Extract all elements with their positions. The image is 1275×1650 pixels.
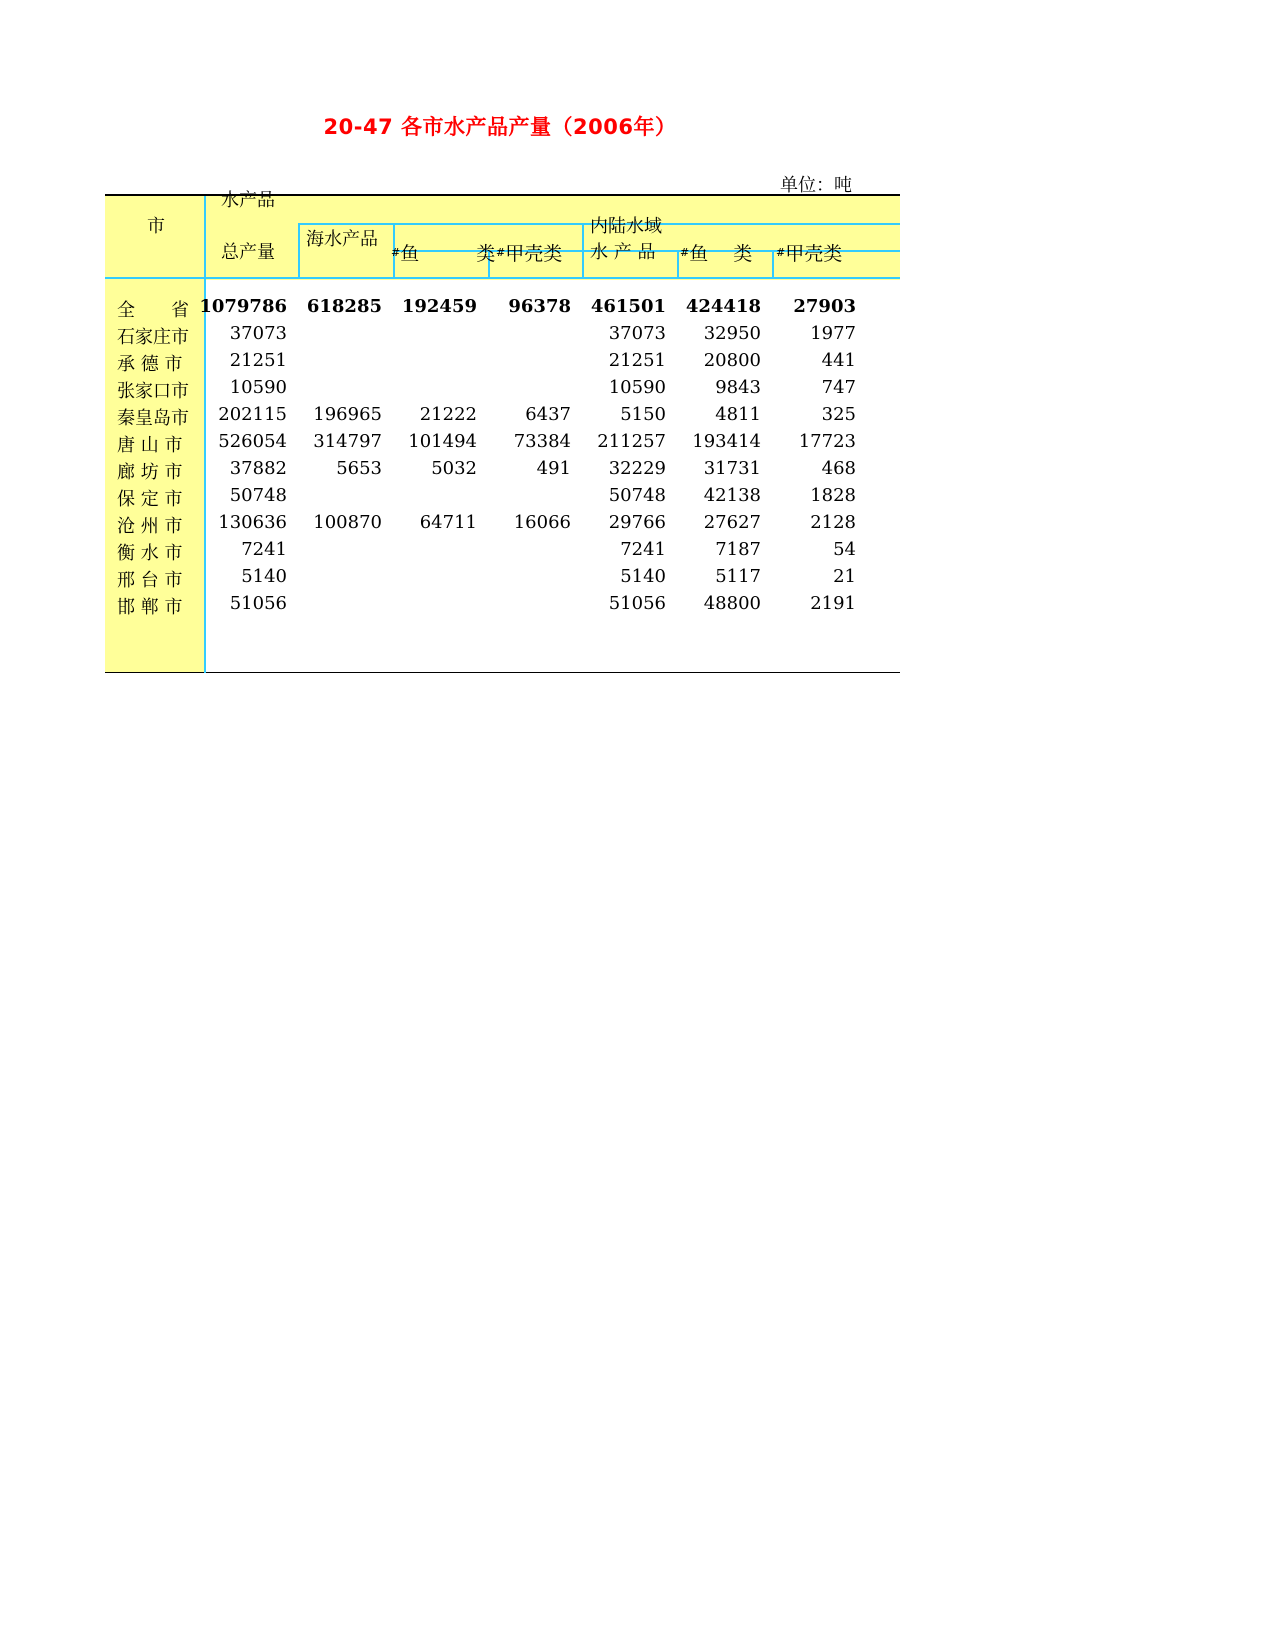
cell-total: 5140 (241, 566, 287, 587)
table-row (105, 401, 900, 429)
table-row (105, 374, 900, 402)
header-divider (298, 223, 300, 278)
cell-marine-fish: 64711 (419, 512, 477, 533)
cell-inland-fish: 48800 (703, 593, 761, 614)
header-bottom-rule (105, 277, 900, 279)
cell-marine-crustacean: 16066 (513, 512, 571, 533)
header-fish-label: 鱼 类 (400, 243, 496, 265)
cell-inland-crustacean: 27903 (793, 296, 856, 317)
row-name: 衡 水 市 (117, 543, 183, 564)
row-name: 邢 台 市 (117, 570, 183, 591)
cell-marine-crustacean: 491 (536, 458, 571, 479)
cell-inland-crustacean: 747 (821, 377, 856, 398)
cell-inland: 5140 (620, 566, 666, 587)
cell-inland-crustacean: 2128 (810, 512, 856, 533)
table-row (105, 320, 900, 348)
row-name: 邯 郸 市 (117, 597, 183, 618)
header-fish-inland (680, 242, 752, 265)
row-name: 承 德 市 (117, 354, 183, 375)
cell-total: 37073 (229, 323, 287, 344)
header-crustacean-label: 甲壳类 (505, 243, 563, 265)
cell-marine-fish: 192459 (401, 296, 477, 317)
cell-marine-fish: 101494 (408, 431, 477, 452)
cell-inland: 21251 (608, 350, 666, 371)
cell-inland: 50748 (608, 485, 666, 506)
cell-inland-fish: 20800 (703, 350, 761, 371)
cell-total: 130636 (218, 512, 287, 533)
header-crustacean (496, 242, 562, 265)
cell-marine: 100870 (313, 512, 382, 533)
cell-marine-fish: 5032 (431, 458, 477, 479)
table-row (105, 428, 900, 456)
hash-mark: # (776, 246, 786, 259)
cell-inland: 29766 (608, 512, 666, 533)
cell-inland-crustacean: 17723 (798, 431, 856, 452)
cell-inland-fish: 9843 (715, 377, 761, 398)
cell-inland-crustacean: 2191 (810, 593, 856, 614)
cell-inland-crustacean: 325 (821, 404, 856, 425)
cell-inland: 51056 (608, 593, 666, 614)
header-city: 市 (147, 216, 165, 237)
header-crustacean-inland-label: 甲壳类 (785, 243, 843, 265)
cell-total: 51056 (229, 593, 287, 614)
cell-inland: 37073 (608, 323, 666, 344)
row-name: 张家口市 (117, 381, 189, 402)
cell-inland: 5150 (620, 404, 666, 425)
cell-inland-fish: 31731 (703, 458, 761, 479)
cell-inland-fish: 193414 (692, 431, 761, 452)
header-crustacean-inland (776, 242, 842, 265)
row-name: 廊 坊 市 (117, 462, 183, 483)
cell-total: 50748 (229, 485, 287, 506)
cell-inland-fish: 32950 (703, 323, 761, 344)
hash-mark: # (391, 246, 401, 259)
header-aquatic: 水产品 (221, 190, 275, 211)
header-marine: 海水产品 (306, 229, 378, 250)
header-divider (677, 250, 679, 278)
header-total: 总产量 (221, 242, 275, 263)
table-row (105, 482, 900, 510)
cell-marine-crustacean: 73384 (513, 431, 571, 452)
cell-marine: 196965 (313, 404, 382, 425)
cell-total: 10590 (229, 377, 287, 398)
table-row (105, 455, 900, 483)
cell-inland-crustacean: 1977 (810, 323, 856, 344)
cell-total: 202115 (218, 404, 287, 425)
cell-inland-fish: 7187 (715, 539, 761, 560)
cell-inland-crustacean: 468 (821, 458, 856, 479)
cell-inland-fish: 5117 (715, 566, 761, 587)
header-fish (391, 242, 496, 265)
unit-label: 单位：吨 (780, 175, 852, 196)
cell-marine: 314797 (313, 431, 382, 452)
row-name: 石家庄市 (117, 327, 189, 348)
row-name: 保 定 市 (117, 489, 183, 510)
cell-total: 37882 (229, 458, 287, 479)
cell-marine: 5653 (336, 458, 382, 479)
table-row (105, 293, 900, 321)
bottom-rule (105, 672, 900, 673)
table-row (105, 563, 900, 591)
cell-total: 21251 (229, 350, 287, 371)
cell-inland: 7241 (620, 539, 666, 560)
cell-inland: 10590 (608, 377, 666, 398)
table-row (105, 536, 900, 564)
cell-total: 7241 (241, 539, 287, 560)
header-inland: 内陆水域 (590, 216, 662, 237)
row-name: 沧 州 市 (117, 516, 183, 537)
cell-inland-fish: 42138 (703, 485, 761, 506)
cell-marine-crustacean: 6437 (525, 404, 571, 425)
header-inland-products: 水 产 品 (590, 242, 656, 263)
table-row (105, 509, 900, 537)
cell-inland-crustacean: 1828 (810, 485, 856, 506)
hash-mark: # (680, 246, 690, 259)
cell-inland: 211257 (597, 431, 666, 452)
row-name: 唐 山 市 (117, 435, 183, 456)
table-row (105, 590, 900, 618)
header-divider (772, 250, 774, 278)
table-row (105, 347, 900, 375)
cell-total: 526054 (218, 431, 287, 452)
header-fish-inland-label: 鱼 类 (689, 243, 753, 265)
table-title: 20-47 各市水产品产量（2006年） (323, 115, 677, 139)
cell-inland-fish: 424418 (685, 296, 761, 317)
cell-marine-fish: 21222 (419, 404, 477, 425)
cell-inland: 32229 (608, 458, 666, 479)
cell-inland-crustacean: 54 (833, 539, 856, 560)
cell-inland-fish: 27627 (703, 512, 761, 533)
cell-inland-fish: 4811 (715, 404, 761, 425)
row-name: 全 省 (117, 300, 189, 321)
cell-inland: 461501 (590, 296, 666, 317)
row-name: 秦皇岛市 (117, 408, 189, 429)
statistics-table (105, 190, 900, 674)
header-divider (582, 223, 584, 278)
cell-marine-crustacean: 96378 (508, 296, 571, 317)
cell-inland-crustacean: 21 (833, 566, 856, 587)
cell-marine: 618285 (306, 296, 382, 317)
hash-mark: # (496, 246, 506, 259)
cell-inland-crustacean: 441 (821, 350, 856, 371)
cell-total: 1079786 (199, 296, 287, 317)
